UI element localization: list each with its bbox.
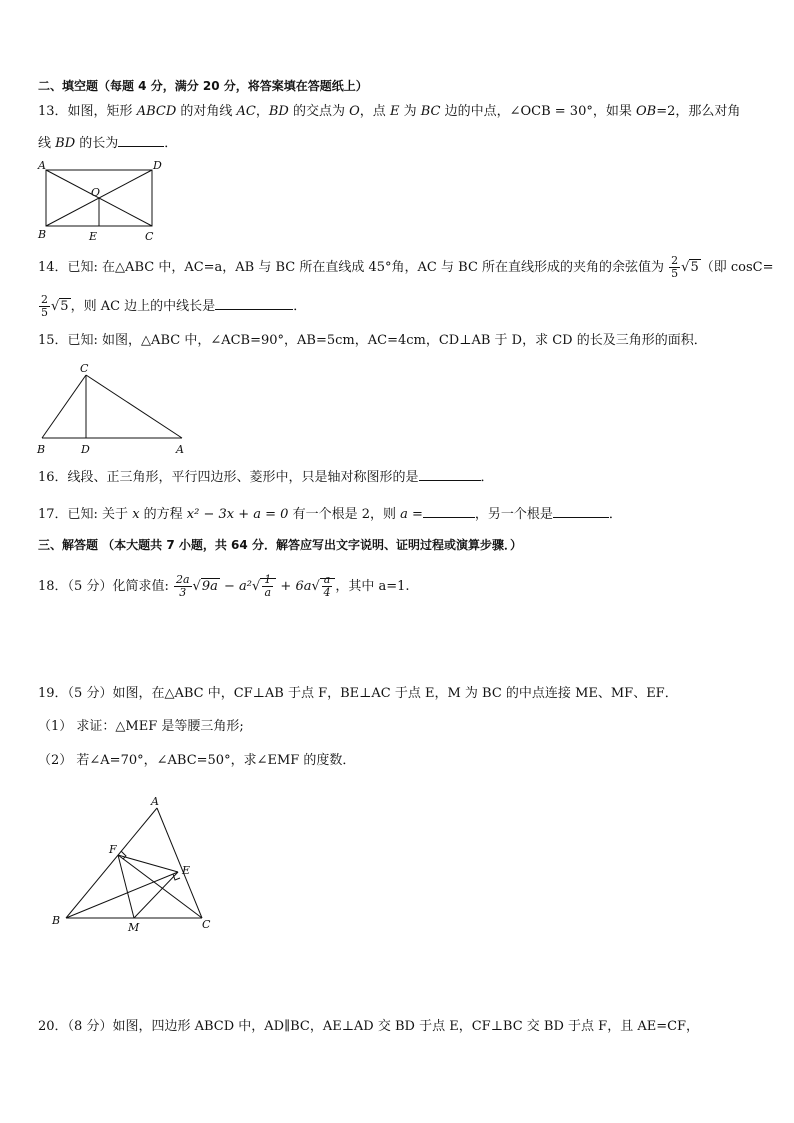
q13-line-1: 13．如图，矩形 ABCD 的对角线 AC，BD 的交点为 O，点 E 为 BC 边的中点，∠OCB = 30°，如果 OB=2，那么对角 [38, 104, 741, 119]
label-b: B [38, 228, 47, 241]
answer-blank[interactable] [419, 468, 481, 481]
q19-triangle-figure [48, 792, 228, 937]
q19-part-2: （2） 若∠A=70°，∠ABC=50°，求∠EMF 的度数． [38, 753, 356, 768]
label-o: O [91, 186, 101, 199]
label-e: E [182, 864, 191, 877]
q14-line-1: 14．已知: 在△ABC 中，AC=a，AB 与 BC 所在直线成 45°角，AC 与 BC 所在直线形成的夹角的余弦值为 $\frac{2}{5}$ √5 （即 cosC= [38, 254, 774, 280]
label-a: A [38, 159, 46, 172]
answer-blank[interactable] [423, 505, 475, 518]
section-3-heading: 三、解答题 （本大题共 7 小题，共 64 分．解答应写出文字说明、证明过程或演算步骤．） [38, 538, 522, 552]
answer-blank[interactable] [215, 297, 293, 310]
label-e: E [89, 230, 98, 243]
fraction: $\frac{2a}{3}$ [175, 573, 190, 599]
label-b: B [52, 914, 61, 927]
q19-line-1: 19．（5 分）如图，在△ABC 中，CF⊥AB 于点 F，BE⊥AC 于点 E，M 为 BC 的中点连接 ME、MF、EF． [38, 686, 678, 701]
fraction: $\frac{2}{5}$ [671, 254, 679, 280]
answer-blank[interactable] [553, 505, 609, 518]
q14-line-2: $\frac{2}{5}$ √5 ，则 AC 边上的中线长是 ． [41, 293, 307, 319]
fraction: $\frac{1}{a}$ [264, 573, 272, 599]
answer-blank[interactable] [118, 134, 164, 147]
label-c: C [145, 230, 154, 243]
label-a: A [176, 443, 184, 456]
q17-text: 17．已知: 关于 x 的方程 x² − 3x + a = 0 有一个根是 2，则 a = ，另一个根是 ． [38, 507, 622, 522]
label-b: B [37, 443, 46, 456]
q18-expression: 18．（5 分）化简求值: $\frac{2a}{3}$ √9a − a²√ $\frac{1}{a}$ + 6a√ $\frac{a}{4}$ ，其中 a=1. [38, 573, 410, 599]
label-f: F [109, 843, 117, 856]
label-c: C [202, 918, 211, 931]
section-2-heading: 二、填空题（每题 4 分，满分 20 分，将答案填在答题纸上） [38, 79, 368, 93]
q19-part-1: （1） 求证：△MEF 是等腰三角形; [38, 719, 244, 734]
label-c: C [80, 362, 89, 375]
fraction: $\frac{2}{5}$ [41, 293, 48, 319]
label-m: M [128, 921, 140, 934]
label-a: A [151, 795, 159, 808]
fraction: $\frac{a}{4}$ [323, 573, 331, 599]
q20-text: 20．（8 分）如图，四边形 ABCD 中，AD∥BC，AE⊥AD 交 BD 于点 E，CF⊥BC 交 BD 于点 F，且 AE=CF， [38, 1019, 700, 1034]
q15-triangle-figure [34, 358, 194, 458]
q13-rectangle-figure [36, 156, 176, 246]
q15-text: 15．已知: 如图，△ABC 中，∠ACB=90°，AB=5cm，AC=4cm，CD⊥AB 于 D，求 CD 的长及三角形的面积． [38, 333, 707, 348]
label-d: D [81, 443, 90, 456]
label-d: D [153, 159, 162, 172]
q16-text: 16．线段、正三角形，平行四边形、菱形中，只是轴对称图形的是 ． [38, 470, 494, 485]
q13-line-2: 线 BD 的长为 ． [38, 136, 178, 151]
